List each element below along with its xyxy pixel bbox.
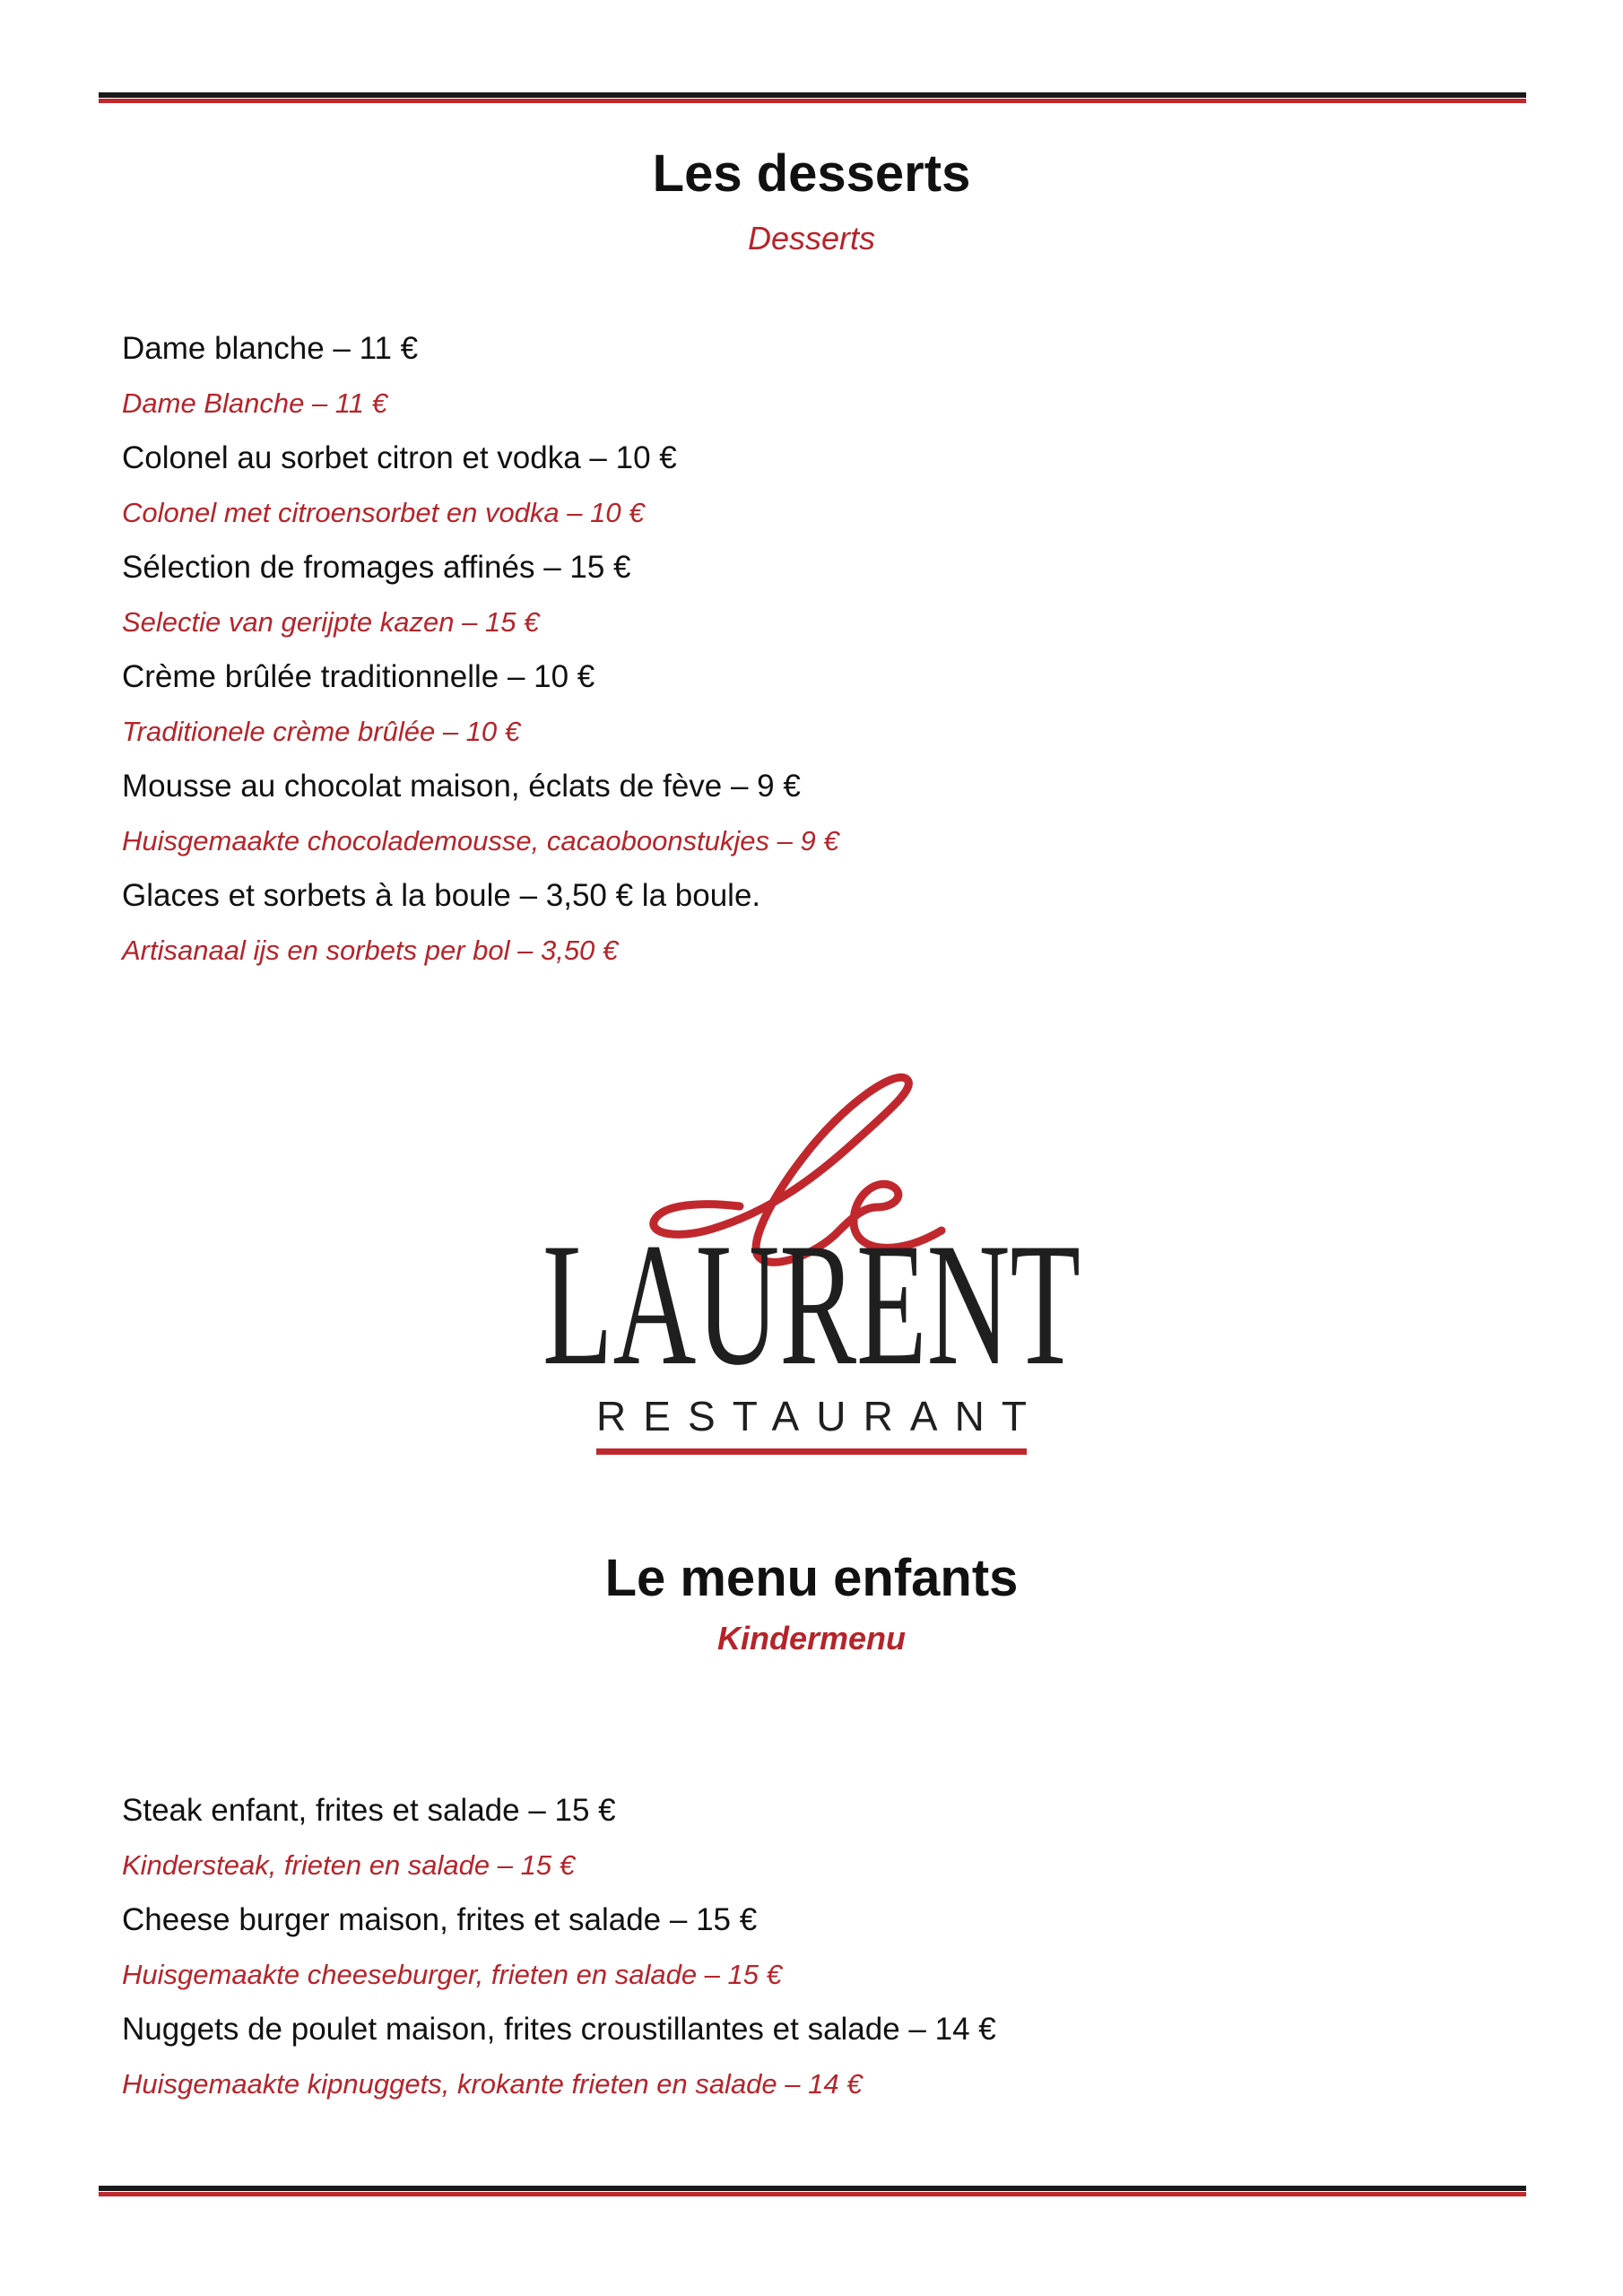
dessert-item-fr: Dame blanche – 11 €: [122, 331, 419, 366]
dessert-item-nl: Traditionele crème brûlée – 10 €: [122, 716, 521, 747]
dessert-item-nl: Artisanaal ijs en sorbets per bol – 3,50 €: [122, 935, 619, 966]
dessert-item-nl: Huisgemaakte chocolademousse, cacaoboonstukjes – 9 €: [122, 825, 839, 857]
dessert-item-nl: Dame Blanche – 11 €: [122, 387, 387, 419]
kids-item-fr: Cheese burger maison, frites et salade – 15 €: [122, 1902, 758, 1937]
logo-underline: [596, 1448, 1027, 1455]
desserts-list: [122, 321, 839, 978]
top-divider-dark-line: [99, 92, 1526, 98]
kids-item-nl: Huisgemaakte cheeseburger, frieten en salade – 15 €: [122, 1959, 782, 1990]
dessert-item-fr: Sélection de fromages affinés – 15 €: [122, 550, 631, 585]
desserts-title: Les desserts: [652, 144, 971, 203]
restaurant-logo: [520, 1067, 1103, 1462]
kids-item-nl: Kindersteak, frieten en salade – 15 €: [122, 1849, 575, 1881]
kids-menu-list: [122, 1783, 996, 2111]
dessert-item-fr: Crème brûlée traditionnelle – 10 €: [122, 659, 595, 694]
desserts-subtitle: Desserts: [747, 220, 876, 257]
dessert-item-fr: Colonel au sorbet citron et vodka – 10 €: [122, 440, 677, 475]
dessert-item-nl: Colonel met citroensorbet en vodka – 10 €: [122, 497, 645, 528]
bottom-divider-dark-line: [99, 2186, 1526, 2191]
kids-item-fr: Steak enfant, frites et salade – 15 €: [122, 1793, 616, 1828]
bottom-divider: [99, 2186, 1526, 2196]
logo-name: LAURENT: [542, 1207, 1081, 1402]
dessert-item-nl: Selectie van gerijpte kazen – 15 €: [122, 606, 540, 638]
dessert-item-fr: Glaces et sorbets à la boule – 3,50 € la boule.: [122, 878, 761, 913]
dessert-item-fr: Mousse au chocolat maison, éclats de fève – 9 €: [122, 769, 801, 804]
kids-menu-subtitle: Kindermenu: [716, 1620, 907, 1657]
kids-item-nl: Huisgemaakte kipnuggets, krokante frieten en salade – 14 €: [122, 2068, 863, 2100]
logo-tagline: RESTAURANT: [596, 1393, 1027, 1439]
top-divider-red-line: [99, 99, 1526, 103]
top-divider: [99, 92, 1526, 103]
kids-item-fr: Nuggets de poulet maison, frites croustillantes et salade – 14 €: [122, 2012, 996, 2047]
kids-menu-title: Le menu enfants: [604, 1549, 1019, 1607]
bottom-divider-red-line: [99, 2192, 1526, 2196]
